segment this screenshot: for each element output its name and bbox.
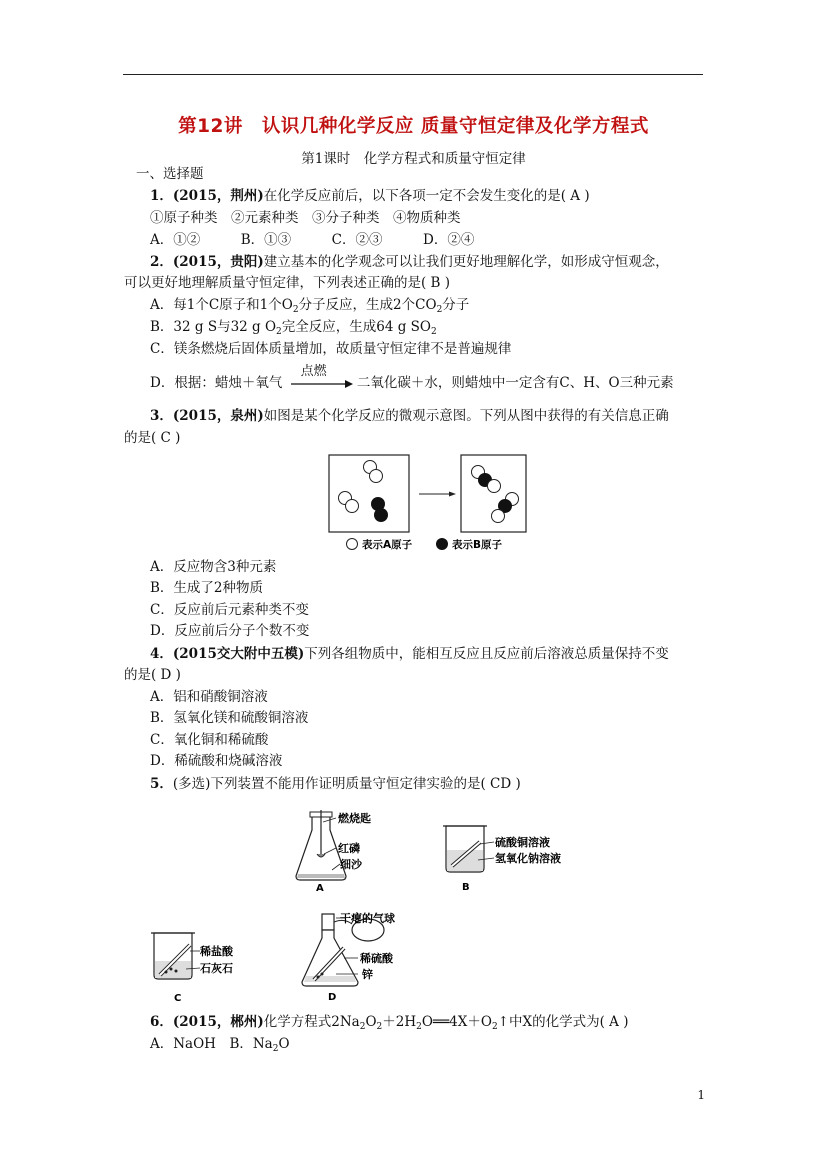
page-number: 1 [697,1088,705,1102]
legend-b-label: 表示B原子 [452,539,503,551]
arrow-icon [449,492,456,497]
header-rule [123,74,703,75]
question-5-stem: 5．(多选)下列装置不能用作证明质量守恒定律实验的是( CD ) [150,776,521,792]
apparatus-c [146,925,256,1005]
label-limestone: 石灰石 [200,962,233,975]
figure-tag-d: D [328,992,337,1003]
question-2-stem-cont: 可以更好地理解质量守恒定律，下列表述正确的是( B ) [124,275,451,291]
question-2-option-c: C．镁条燃烧后固体质量增加，故质量守恒定律不是普遍规律 [150,341,512,357]
question-6-options: A．NaOH B．$Na_2O$ [150,1036,290,1054]
reaction-micro-diagram [326,452,536,552]
reaction-arrow [287,363,353,391]
figure-tag-c: C [174,993,182,1004]
label-dilute-sulfuric: 稀硫酸 [360,952,393,965]
question-3-option-c: C．反应前后元素种类不变 [150,602,309,618]
question-4-option-a: A．铝和硝酸铜溶液 [150,689,268,705]
label-deflated-balloon: 干瘪的气球 [340,912,395,925]
label-copper-sulfate: 硫酸铜溶液 [495,836,550,849]
label-sodium-hydroxide: 氢氧化钠溶液 [495,852,561,865]
question-4-option-d: D．稀硫酸和烧碱溶液 [150,753,283,769]
label-burning-spoon: 燃烧匙 [338,812,371,825]
after-box [461,455,526,532]
question-1-options: A．①② B．①③ C．②③ D．②④ [150,232,475,248]
reaction-condition: 点燃 [300,363,327,379]
question-2-option-b: B．32 g S与32 g $O_2$完全反应，生成64 g $SO_2$ [150,319,437,337]
figure-tag-a: A [316,883,324,892]
question-4-stem: 4．(2015交大附中五模)下列各组物质中，能相互反应且反应前后溶液总质量保持不变 [150,646,669,662]
atom-a-legend-icon [347,539,358,550]
question-1-stem: 1．(2015，荆州)在化学反应前后，以下各项一定不会发生变化的是( A ) [150,188,590,204]
question-3-stem-cont: 的是( C ) [124,430,181,446]
atom-b-legend-icon [436,538,448,550]
legend-a-label: 表示A原子 [362,539,413,551]
question-3-option-d: D．反应前后分子个数不变 [150,623,310,639]
apparatus-b [440,820,590,892]
question-3-option-a: A．反应物含3种元素 [150,559,277,575]
lesson-subtitle: 第1课时 化学方程式和质量守恒定律 [301,151,526,167]
question-4-stem-cont: 的是( D ) [124,667,181,683]
label-red-phosphorus: 红磷 [338,842,360,855]
label-fine-sand: 细沙 [340,858,362,871]
apparatus-d [300,908,430,1004]
question-4-option-b: B．氢氧化镁和硫酸铜溶液 [150,710,309,726]
question-2-option-a: A．每1个C原子和1个$O_2$分子反应，生成2个$CO_2$分子 [150,297,470,315]
question-3-option-b: B．生成了2种物质 [150,580,264,596]
question-2-option-d: D．根据：蜡烛＋氧气 点燃 二氧化碳＋水，则蜡烛中一定含有C、H、O三种元素 [150,363,674,391]
label-dilute-hcl: 稀盐酸 [200,945,233,958]
arrow-icon [287,377,353,391]
question-4-option-c: C．氧化铜和稀硫酸 [150,732,269,748]
question-3-stem: 3．(2015，泉州)如图是某个化学反应的微观示意图。下列从图中获得的有关信息正确 [150,408,669,424]
apparatus-a [290,808,410,892]
before-box [329,455,409,532]
page-title: 第12讲 认识几种化学反应 质量守恒定律及化学方程式 [178,116,649,137]
question-1-items: ①原子种类 ②元素种类 ③分子种类 ④物质种类 [150,210,461,226]
question-6-stem: 6．(2015，郴州)化学方程式$2Na_2O_2+2H_2O══4X+O_2↑$中X的化学式为( A ) [150,1014,629,1032]
question-2-stem: 2．(2015，贵阳)建立基本的化学观念可以让我们更好地理解化学，如形成守恒观念， [150,254,669,270]
label-zinc: 锌 [362,968,373,981]
section-heading: 一、选择题 [136,166,204,182]
figure-tag-b: B [462,882,470,892]
